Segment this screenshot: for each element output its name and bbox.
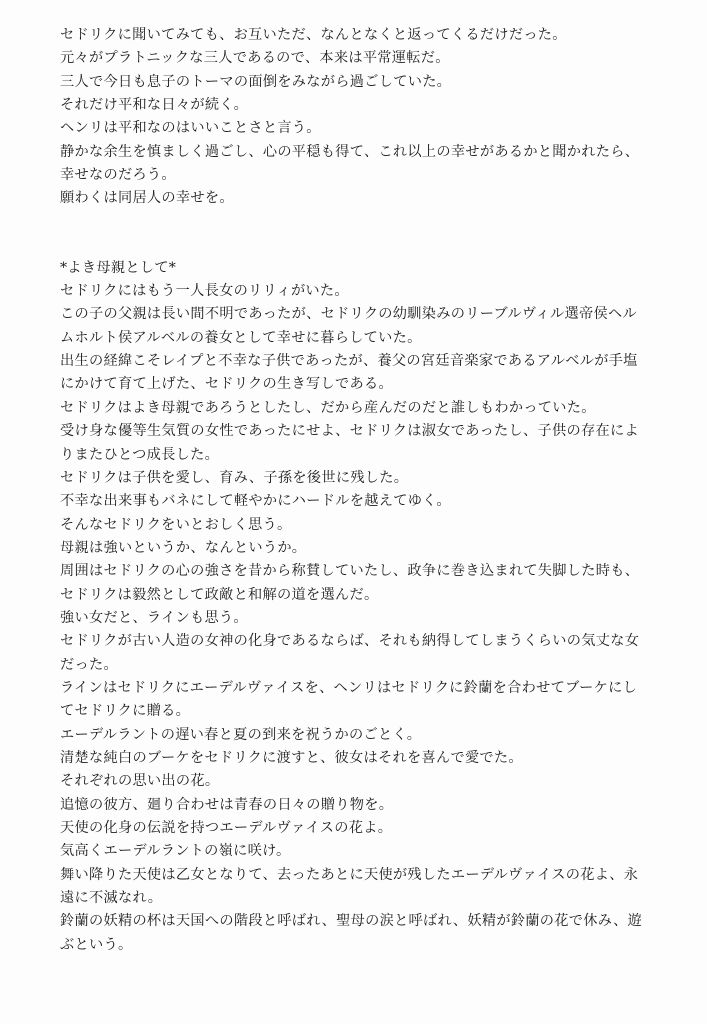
text-line: エーデルラントの遅い春と夏の到来を祝うかのごとく。	[60, 726, 422, 743]
section-1	[60, 24, 659, 211]
text-line: セドリクはよき母親であろうとしたし、だから産んだのだと誰しもわかっていた。	[60, 399, 596, 416]
text-line: だった。	[60, 656, 118, 673]
text-line: 幸せなのだろう。	[60, 167, 176, 184]
text-line: ヘンリは平和なのはいいことさと言う。	[60, 120, 321, 137]
text-line: 気高くエーデルラントの嶺に咲け。	[60, 843, 291, 860]
text-line: 願わくは同居人の幸せを。	[60, 190, 234, 207]
text-line: セドリクは毅然として政敵と和解の道を選んだ。	[60, 586, 379, 603]
text-line: ぶという。	[60, 936, 133, 953]
text-line: 周囲はセドリクの心の強さを昔から称賛していたし、政争に巻き込まれて失脚した時も、	[60, 563, 640, 580]
text-line: 受け身な優等生気質の女性であったにせよ、セドリクは淑女であったし、子供の存在によ	[60, 423, 639, 440]
section-gap	[60, 211, 659, 257]
text-line: 清楚な純白のブーケをセドリクに渡すと、彼女はそれを喜んで愛でた。	[60, 749, 523, 766]
text-line: ラインはセドリクにエーデルヴァイスを、ヘンリはセドリクに鈴蘭を合わせてブーケにし	[60, 679, 638, 696]
text-line: 強い女だと、ラインも思う。	[60, 609, 248, 626]
text-line: にかけて育て上げた、セドリクの生き写しである。	[60, 376, 393, 393]
section-heading: *よき母親として*	[60, 259, 177, 276]
text-line: りまたひとつ成長した。	[60, 446, 220, 463]
text-line: てセドリクに贈る。	[60, 703, 191, 720]
section-2	[60, 257, 659, 957]
text-line: 追憶の彼方、廻り合わせは青春の日々の贈り物を。	[60, 796, 394, 813]
text-line: 舞い降りた天使は乙女となりて、去ったあとに天使が残したエーデルヴァイスの花よ、永	[60, 866, 639, 883]
text-line: それだけ平和な日々が続く。	[60, 97, 249, 114]
text-line: セドリクは子供を愛し、育み、子孫を後世に残した。	[60, 469, 409, 486]
text-line: セドリクが古い人造の女神の化身であるならば、それも納得してしまうくらいの気丈な女	[60, 633, 640, 650]
text-line: 遠に不滅なれ。	[60, 890, 163, 907]
text-line: 母親は強いというか、なんというか。	[60, 539, 307, 556]
text-line: 三人で今日も息子のトーマの面倒をみながら過ごしていた。	[60, 73, 452, 90]
text-line: 鈴蘭の妖精の杯は天国への階段と呼ばれ、聖母の涙と呼ばれ、妖精が鈴蘭の花で休み、遊	[60, 913, 643, 930]
text-line: セドリクにはもう一人長女のリリィがいた。	[60, 283, 349, 300]
text-line: 不幸な出来事もバネにして軽やかにハードルを越えてゆく。	[60, 493, 451, 510]
text-line: それぞれの思い出の花。	[60, 773, 220, 790]
text-line: ムホルト侯アルベルの養女として幸せに暮らしていた。	[60, 329, 422, 346]
text-line: この子の父親は長い間不明であったが、セドリクの幼馴染みのリーブルヴィル選帝侯ヘル	[60, 306, 637, 323]
text-line: 天使の化身の伝説を持つエーデルヴァイスの花よ。	[60, 820, 393, 836]
text-line: 出生の経緯こそレイプと不幸な子供であったが、養父の宮廷音楽家であるアルベルが手塩	[60, 353, 638, 370]
text-line: 静かな余生を慎ましく過ごし、心の平穏も得て、これ以上の幸せがあるかと聞かれたら、	[60, 143, 640, 160]
text-line: セドリクに聞いてみても、お互いただ、なんとなくと返ってくるだけだった。	[60, 27, 567, 43]
text-line: そんなセドリクをいとおしく思う。	[60, 516, 292, 533]
text-line: 元々がプラトニックな三人であるので、本来は平常運転だ。	[60, 50, 450, 67]
